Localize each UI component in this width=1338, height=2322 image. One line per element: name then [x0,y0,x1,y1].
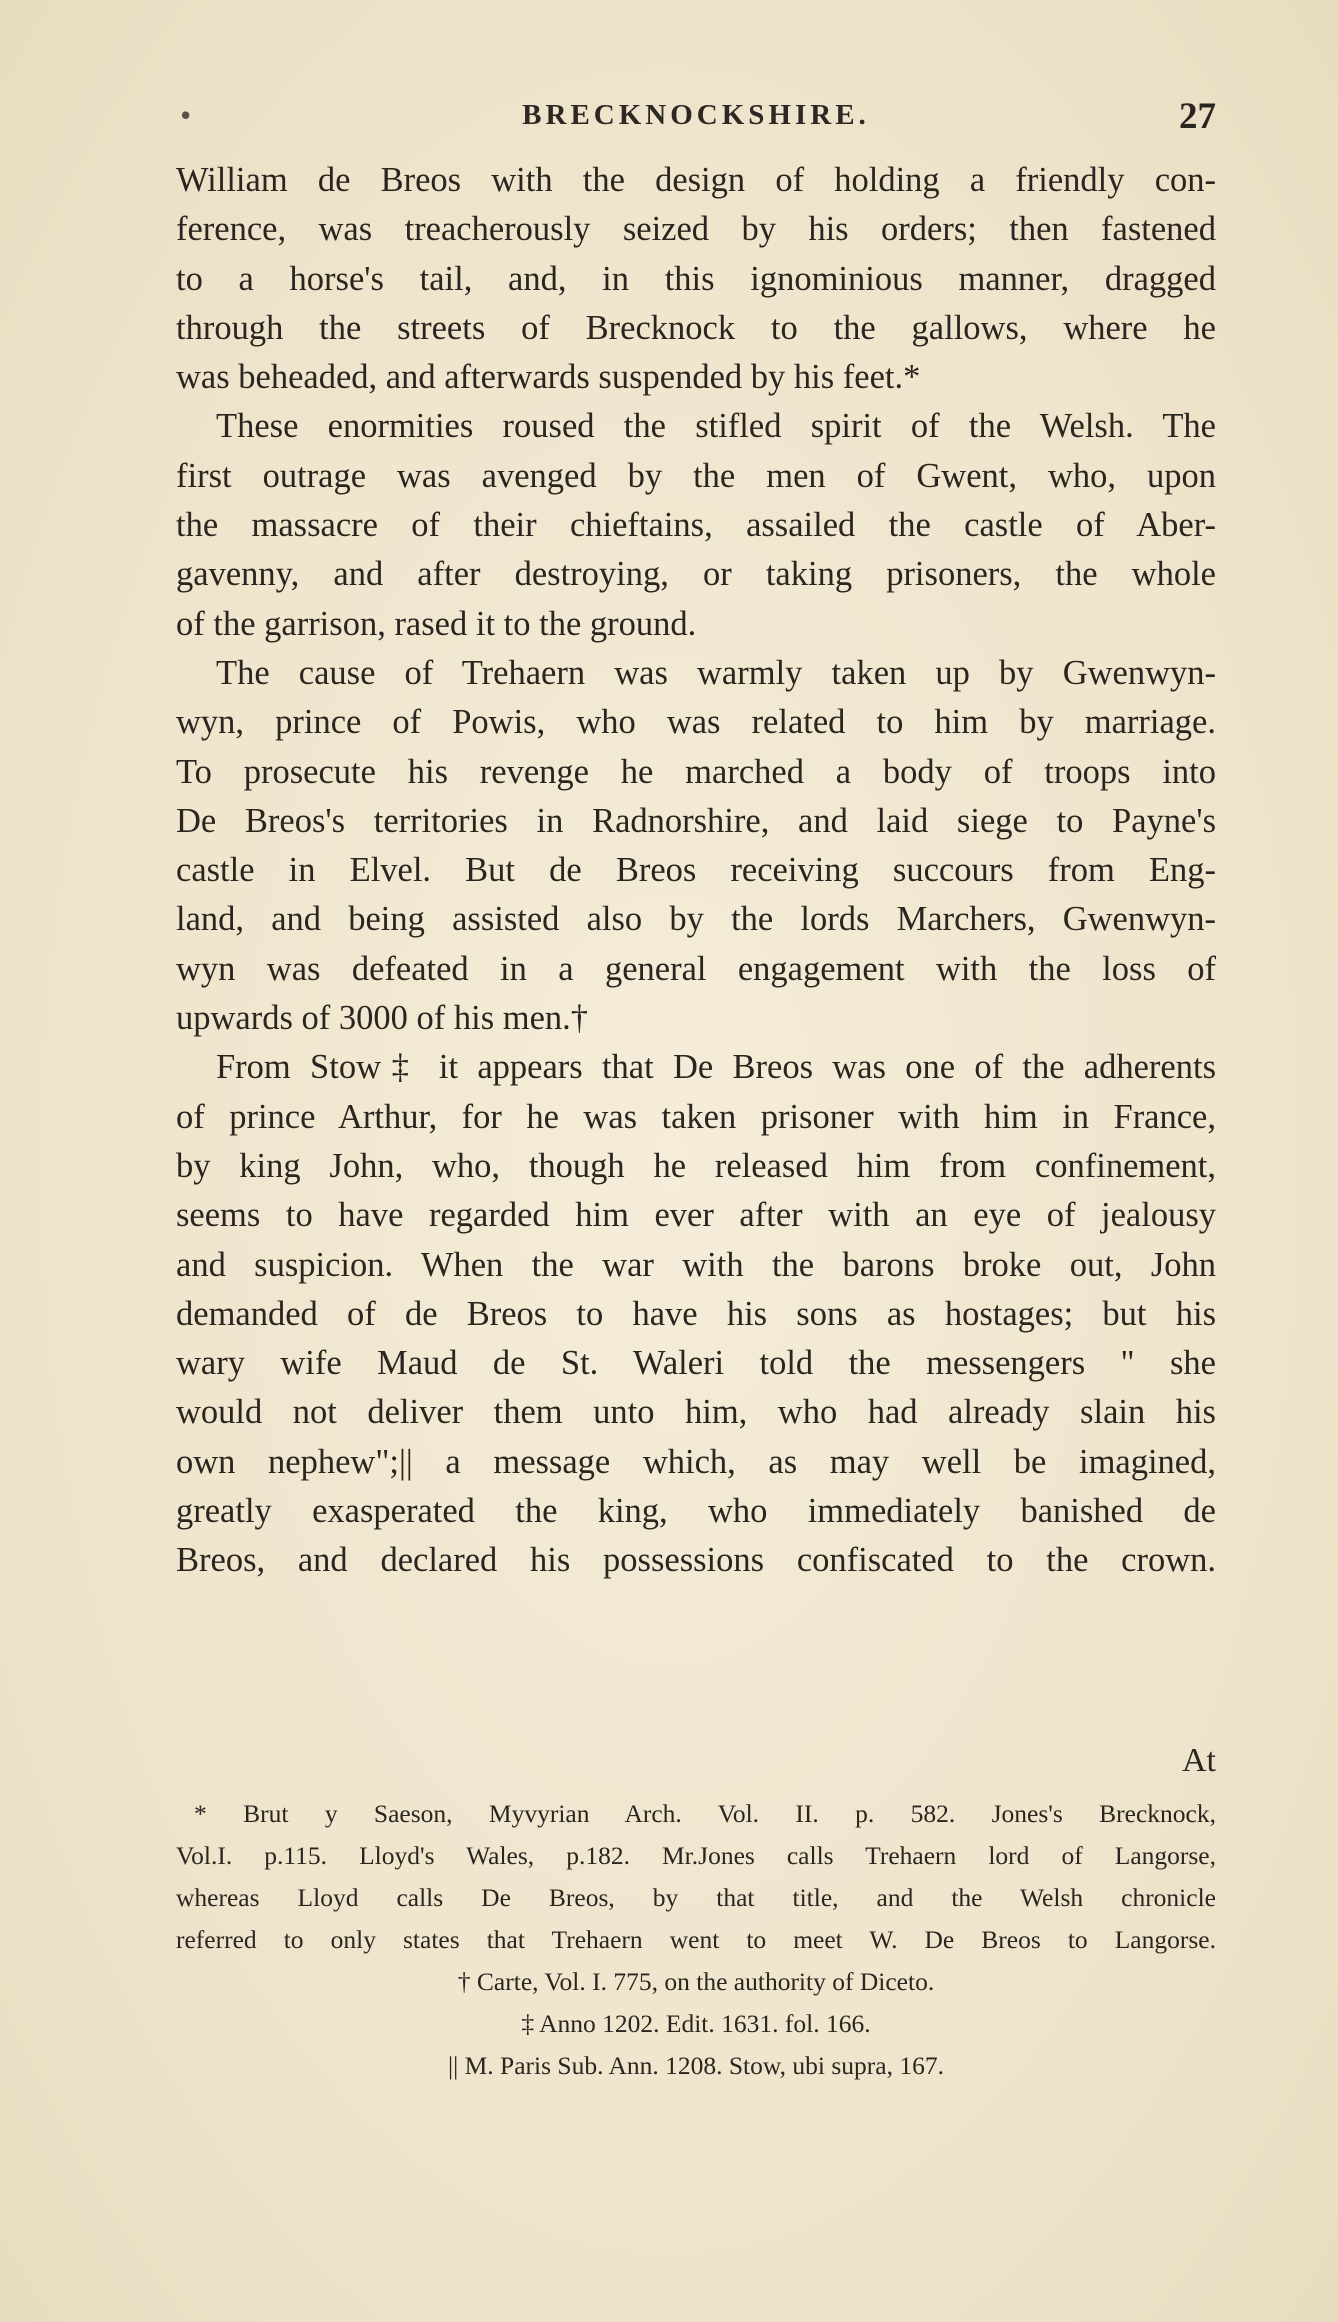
body-line: was beheaded, and afterwards suspended by his feet.* [176,358,921,397]
body-line: wyn, prince of Powis, who was related to him by marriage. [176,703,1216,742]
body-line: These enormities roused the stifled spirit of the Welsh. The [216,407,1216,446]
body-text [176,156,1216,1586]
body-line: William de Breos with the design of holding a friendly con- [176,161,1216,199]
page-header [176,95,1216,145]
body-line: demanded of de Breos to have his sons as hostages; but his [176,1294,1216,1333]
body-line: would not deliver them unto him, who had already slain his [176,1393,1216,1432]
body-line: De Breos's territories in Radnorshire, and laid siege to Payne's [176,801,1216,840]
footnote-line: referred to only states that Trehaern went to meet W. De Breos to Langorse. [176,1925,1216,1954]
body-line: greatly exasperated the king, who immediately banished de [176,1492,1216,1531]
body-line: gavenny, and after destroying, or taking prisoners, the whole [176,555,1216,594]
footnote-line: † Carte, Vol. I. 775, on the authority of Diceto. [457,1967,935,1996]
header-ornament: • [180,97,192,133]
body-line: of prince Arthur, for he was taken prisoner with him in France, [176,1097,1216,1136]
body-line: castle in Elvel. But de Breos receiving succours from Eng- [176,851,1216,890]
body-line: The cause of Trehaern was warmly taken up by Gwenwyn- [216,653,1216,692]
body-line: through the streets of Brecknock to the gallows, where he [176,308,1216,347]
footnote-line: || M. Paris Sub. Ann. 1208. Stow, ubi supra, 167. [448,2051,944,2080]
running-head: BRECKNOCKSHIRE. [522,99,870,131]
footnote-line: Vol.I. p.115. Lloyd's Wales, p.182. Mr.Jones calls Trehaern lord of Langorse, [176,1841,1216,1870]
body-line: wary wife Maud de St. Waleri told the messengers " she [176,1344,1216,1383]
footnote-line: * Brut y Saeson, Myvyrian Arch. Vol. II. p. 582. Jones's Brecknock, [194,1799,1216,1828]
body-line: and suspicion. When the war with the barons broke out, John [176,1245,1216,1284]
body-line: by king John, who, though he released him from confinement, [176,1146,1216,1185]
footnotes [176,1793,1216,2087]
body-line: the massacre of their chieftains, assailed the castle of Aber- [176,506,1216,545]
page-number: 27 [1179,96,1216,137]
footnote-line: ‡ Anno 1202. Edit. 1631. fol. 166. [521,2009,871,2038]
body-line: Breos, and declared his possessions confiscated to the crown. [176,1541,1216,1580]
body-line: ference, was treacherously seized by his orders; then fastened [176,210,1216,249]
catchword: At [1182,1742,1216,1779]
footnote-line: whereas Lloyd calls De Breos, by that title, and the Welsh chronicle [176,1883,1216,1912]
body-line: To prosecute his revenge he marched a body of troops into [176,752,1216,791]
body-line: own nephew";|| a message which, as may well be imagined, [176,1442,1216,1481]
body-line: upwards of 3000 of his men.† [176,999,589,1038]
body-line: land, and being assisted also by the lords Marchers, Gwenwyn- [176,900,1216,939]
body-line: first outrage was avenged by the men of Gwent, who, upon [176,456,1216,495]
body-line: to a horse's tail, and, in this ignominious manner, dragged [176,259,1216,298]
body-line: of the garrison, rased it to the ground. [176,604,697,643]
body-line: From Stow‡ it appears that De Breos was one of the adherents [216,1048,1216,1087]
body-line: wyn was defeated in a general engagement with the loss of [176,949,1216,988]
body-line: seems to have regarded him ever after with an eye of jealousy [176,1196,1216,1235]
